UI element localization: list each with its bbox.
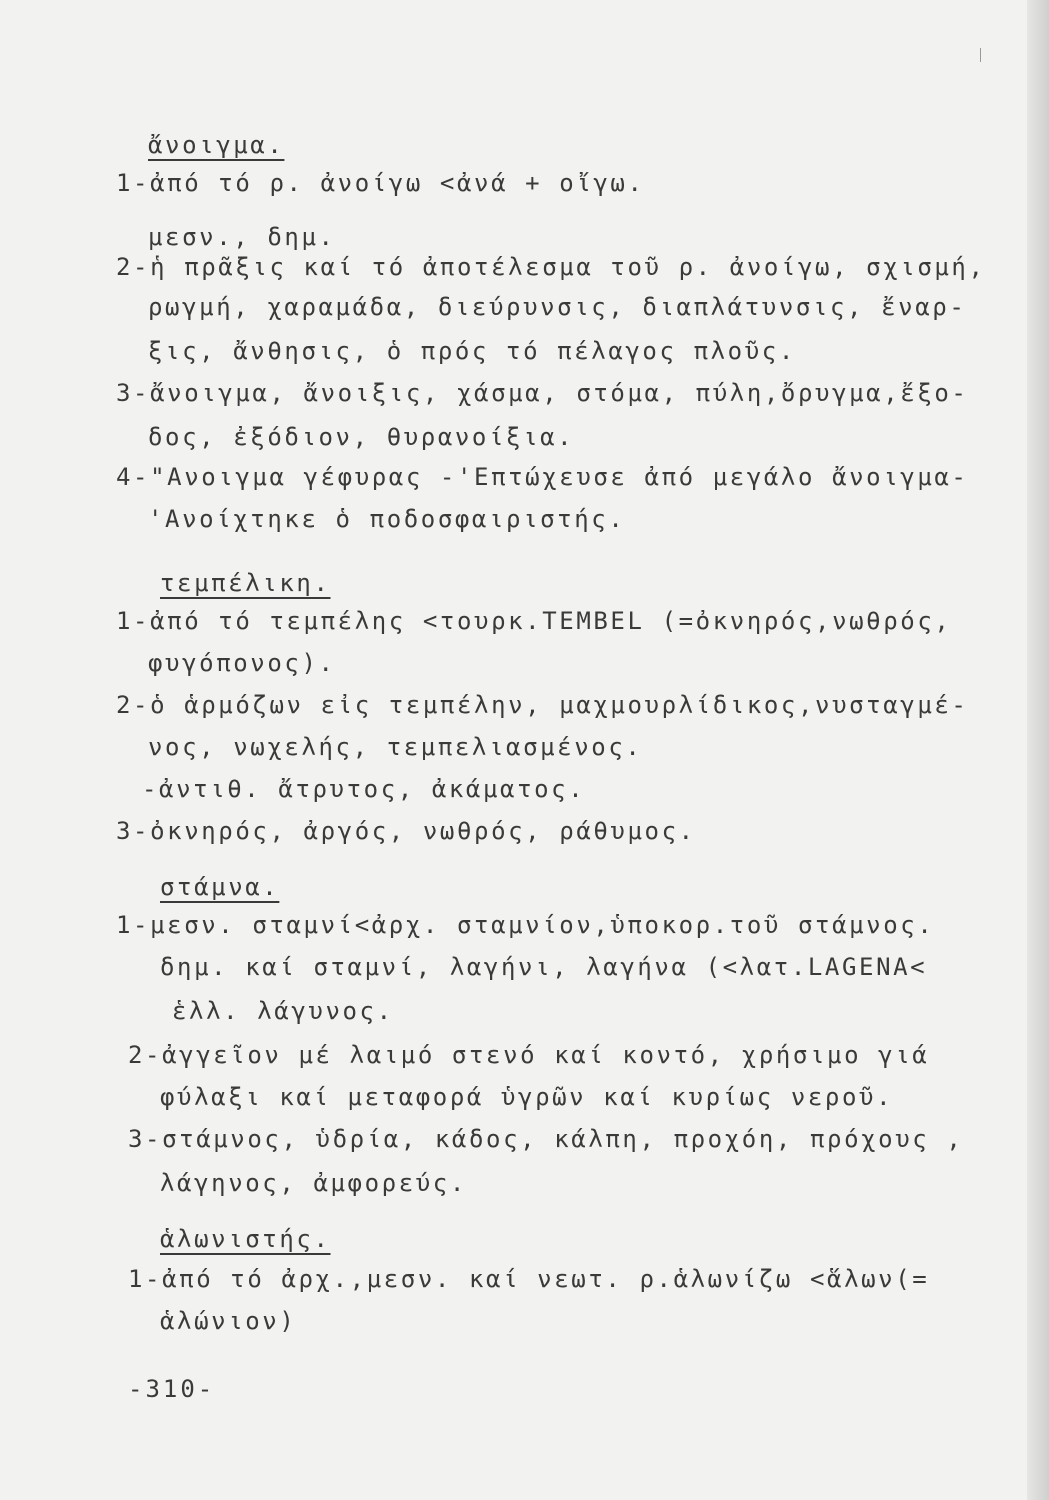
entry-line: φύλαξι καί μεταφορά ὑγρῶν καί κυρίως νεροῦ. xyxy=(160,1083,894,1111)
entry-line: 3-ἄνοιγμα, ἄνοιξις, χάσμα, στόμα, πύλη,ὄρυγμα,ἔξο- xyxy=(116,379,969,407)
page-number: -310- xyxy=(128,1375,216,1403)
entry-line: 2-ἡ πρᾶξις καί τό ἀποτέλεσμα τοῦ ρ. ἀνοίγω, σχισμή, xyxy=(116,253,986,281)
margin-mark xyxy=(980,48,981,62)
entry-heading: ἄνοιγμα. xyxy=(148,131,285,159)
entry-line: δος, ἐξόδιον, θυρανοίξια. xyxy=(148,423,575,451)
entry-line: μεσν., δημ. xyxy=(148,223,336,251)
entry-line: λάγηνος, ἀμφορεύς. xyxy=(160,1169,467,1197)
entry-line: φυγόπονος). xyxy=(148,649,336,677)
entry-line: 3-ὀκνηρός, ἀργός, νωθρός, ράθυμος. xyxy=(116,817,696,845)
entry-line: 4-"Ανοιγμα γέφυρας -'Επτώχευσε ἀπό μεγάλο ἄνοιγμα- xyxy=(116,463,969,491)
entry-line: ρωγμή, χαραμάδα, διεύρυνσις, διαπλάτυνσις, ἔναρ- xyxy=(148,293,967,321)
entry-line: 'Ανοίχτηκε ὁ ποδοσφαιριστής. xyxy=(148,505,626,533)
entry-line: 3-στάμνος, ὑδρία, κάδος, κάλπη, προχόη, πρόχους , xyxy=(128,1125,964,1153)
entry-line: 2-ἀγγεῖον μέ λαιμό στενό καί κοντό, χρήσιμο γιά xyxy=(128,1041,930,1069)
entry-heading: ἁλωνιστής. xyxy=(160,1225,331,1253)
entry-line: δημ. καί σταμνί, λαγήνι, λαγήνα (<λατ.LAGENA< xyxy=(160,953,928,981)
entry-line: ξις, ἄνθησις, ὁ πρός τό πέλαγος πλοῦς. xyxy=(148,337,796,365)
entry-heading: τεμπέλικη. xyxy=(160,569,331,597)
entry-heading: στάμνα. xyxy=(160,873,280,901)
entry-line: 1-ἀπό τό ἀρχ.,μεσν. καί νεωτ. ρ.ἁλωνίζω <ἅλων(= xyxy=(128,1265,930,1293)
entry-line: νος, νωχελής, τεμπελιασμένος. xyxy=(148,733,643,761)
entry-line: 2-ὁ ἁρμόζων εἰς τεμπέλην, μαχμουρλίδικος,νυσταγμέ- xyxy=(116,691,969,719)
page-edge-shadow xyxy=(1027,0,1049,1500)
entry-line: 1-ἀπό τό τεμπέλης <τουρκ.TEMBEL (=ὀκνηρός,νωθρός, xyxy=(116,607,952,635)
entry-line: 1-μεσν. σταμνί<ἀρχ. σταμνίον,ὑποκορ.τοῦ στάμνος. xyxy=(116,911,935,939)
entry-line: 1-ἀπό τό ρ. ἀνοίγω <ἀνά + οἴγω. xyxy=(116,169,645,197)
entry-line: ἑλλ. λάγυνος. xyxy=(172,997,394,1025)
entry-line: -ἀντιθ. ἄτρυτος, ἀκάματος. xyxy=(142,775,586,803)
entry-line: ἁλώνιον) xyxy=(160,1307,297,1335)
